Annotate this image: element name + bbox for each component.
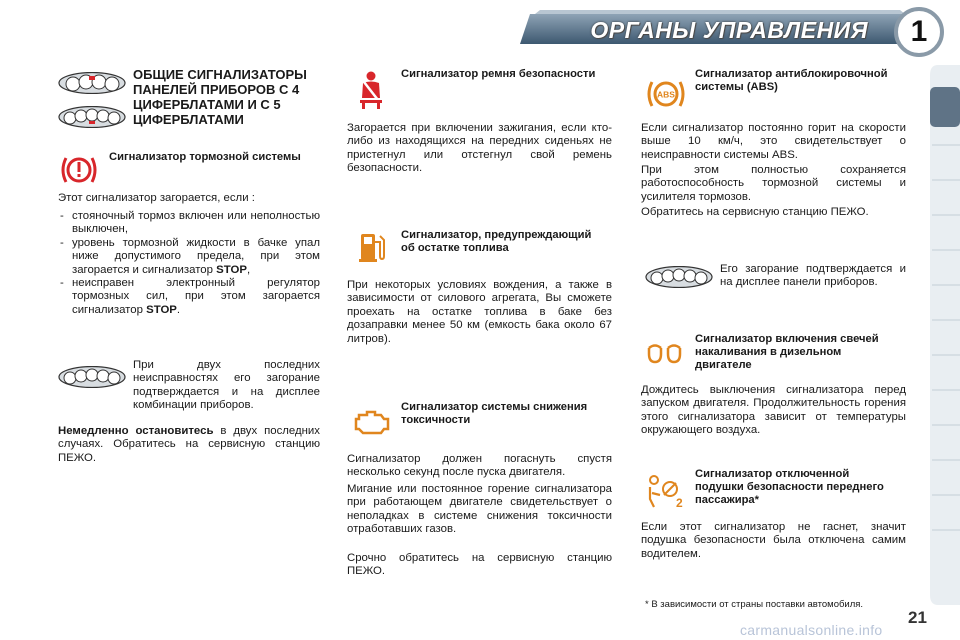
abs-text-2: При этом полностью сохраняется работоспособность тормозной системы и усилителя тормозов. <box>641 164 906 203</box>
chapter-title: ОРГАНЫ УПРАВЛЕНИЯ <box>590 17 868 43</box>
instrument-panel-5-dials-icon <box>58 106 126 128</box>
abs-confirm-text: Его загорание подтверждается и на дисплее панели приборов. <box>720 263 906 289</box>
instrument-panel-4-dials-icon <box>58 72 126 94</box>
section-heading-general-warnings: ОБЩИЕ СИГНАЛИЗАТОРЫ ПАНЕЛЕЙ ПРИБОРОВ С 4 ЦИФЕРБЛАТАМИ И С 5 ЦИФЕРБЛАТАМИ <box>133 67 307 127</box>
list-item: - стояночный тормоз включен или неполностью выключен, <box>58 210 320 237</box>
brake-warning-icon <box>59 154 99 186</box>
stop-label: STOP <box>216 263 247 276</box>
glow-plug-heading: Сигнализатор включения свечей накаливания в дизельном двигателе <box>695 333 879 371</box>
airbag-heading: Сигнализатор отключенной подушки безопасности переднего пассажира* <box>695 468 884 506</box>
emission-text-1: Сигнализатор должен погаснуть спустя несколько секунд после пуска двигателя. <box>347 453 612 479</box>
abs-icon-label: ABS <box>657 89 675 100</box>
abs-heading: Сигнализатор антиблокировочной системы (ABS) <box>695 68 888 93</box>
glow-plug-text: Дождитесь выключения сигнализатора перед запуском двигателя. Продолжительность горения этого сигнализатора зависит от температуры окружающего воздуха. <box>641 384 906 437</box>
display-panel-icon-abs <box>645 266 713 288</box>
emission-text-2: Мигание или постоянное горение сигнализатора при работающем двигателе свидетельствует о неполадках в системе снижения токсичности отработавших газов. <box>347 483 612 536</box>
abs-warning-icon <box>645 78 687 110</box>
seatbelt-warning-icon <box>354 70 388 110</box>
brake-confirm-text: При двух последних неисправностях его загорание подтверждается и на дисплее комбинации приборов. <box>133 359 320 412</box>
brake-intro: Этот сигнализатор загорается, если : <box>58 192 255 204</box>
seatbelt-heading: Сигнализатор ремня безопасности <box>401 68 596 80</box>
fuel-pump-icon <box>358 230 386 264</box>
abs-text-1: Если сигнализатор постоянно горит на скорости выше 10 км/ч, это свидетельствует о неисправности системы ABS. <box>641 122 906 161</box>
stop-label: STOP <box>146 303 177 316</box>
seatbelt-text: Загорается при включении зажигания, если кто-либо из находящихся на передних сиденьях не пристегнул или отстегнул свой ремень безопасности. <box>347 122 612 175</box>
brake-conditions-list <box>58 210 320 317</box>
svg-text:2: 2 <box>676 496 683 509</box>
chapter-number-badge: 1 <box>894 7 944 57</box>
fuel-heading: Сигнализатор, предупреждающий об остатке топлива <box>401 229 592 254</box>
display-panel-icon <box>58 366 126 388</box>
emission-text-3: Срочно обратитесь на сервисную станцию ПЕЖО. <box>347 552 612 578</box>
footnote: * В зависимости от страны поставки автомобиля. <box>645 599 864 610</box>
fuel-text: При некоторых условиях вождения, а также в зависимости от силового агрегата, Вы сможете проехать на остатке топлива в баке без дозаправки менее 50 км (емкость бака около 67 литров). <box>347 279 612 345</box>
brake-heading: Сигнализатор тормозной системы <box>109 151 301 163</box>
emission-heading: Сигнализатор системы снижения токсичности <box>401 401 588 426</box>
abs-text-3: Обратитесь на сервисную станцию ПЕЖО. <box>641 206 869 218</box>
chapter-tabs-rail <box>928 65 960 605</box>
engine-emission-icon <box>353 407 391 437</box>
glow-plug-icon <box>646 342 684 368</box>
list-item: - уровень тормозной жидкости в бачке упал ниже допустимого предела, при этом загорается и сигнализатор STOP, <box>58 237 320 277</box>
watermark: carmanualsonline.info <box>740 622 883 638</box>
list-item: - неисправен электронный регулятор тормозных сил, при этом загорается сигнализатор STOP. <box>58 277 320 317</box>
passenger-airbag-off-icon <box>646 473 686 509</box>
urgent-stop-text: Немедленно остановитесь в двух последних случаях. Обратитесь на сервисную станцию ПЕЖО. <box>58 425 320 464</box>
airbag-text: Если этот сигнализатор не гаснет, значит подушка безопасности была отключена самим водителем. <box>641 521 906 560</box>
page-number: 21 <box>908 608 927 627</box>
